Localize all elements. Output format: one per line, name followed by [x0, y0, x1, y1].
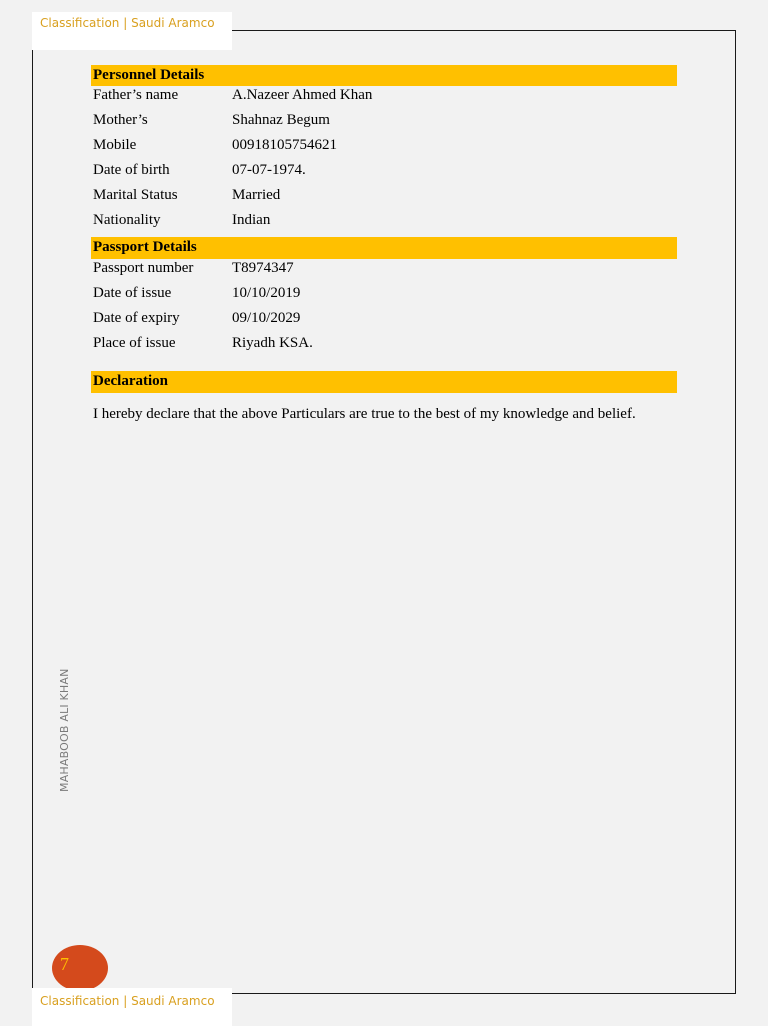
table-row — [91, 161, 677, 186]
table-row — [91, 111, 677, 136]
field-value: Shahnaz Begum — [232, 112, 330, 128]
field-label: Date of birth — [93, 162, 170, 178]
declaration-text: I hereby declare that the above Particulars are true to the best of my knowledge and belief. — [93, 406, 636, 422]
passport-details-header: Passport Details — [91, 237, 677, 259]
field-label: Father’s name — [93, 87, 179, 103]
field-value: 10/10/2019 — [232, 285, 301, 301]
table-row — [91, 86, 677, 111]
declaration-section — [91, 371, 677, 393]
field-value: Riyadh KSA. — [232, 335, 313, 351]
field-value: Married — [232, 187, 281, 203]
field-label: Place of issue — [93, 335, 176, 351]
field-label: Passport number — [93, 260, 194, 276]
classification-label-bottom: Classification | Saudi Aramco — [32, 988, 232, 1026]
field-label: Nationality — [93, 212, 161, 228]
field-value: 07-07-1974. — [232, 162, 306, 178]
field-value: T8974347 — [232, 260, 294, 276]
field-label: Date of issue — [93, 285, 172, 301]
table-row — [91, 334, 677, 359]
declaration-header: Declaration — [91, 371, 677, 393]
table-row — [91, 309, 677, 334]
field-value: Indian — [232, 212, 271, 228]
page-number-badge: 7 — [52, 945, 108, 991]
field-value: 00918105754621 — [232, 137, 337, 153]
personnel-details-header: Personnel Details — [91, 65, 677, 86]
field-label: Date of expiry — [93, 310, 180, 326]
field-value: 09/10/2029 — [232, 310, 301, 326]
classification-label-top: Classification | Saudi Aramco — [32, 12, 232, 50]
table-row — [91, 186, 677, 211]
field-label: Marital Status — [93, 187, 178, 203]
field-label: Mother’s — [93, 112, 148, 128]
field-label: Mobile — [93, 137, 137, 153]
table-row — [91, 211, 677, 236]
table-row — [91, 284, 677, 309]
personnel-details-section — [91, 65, 677, 236]
passport-details-section — [91, 237, 677, 359]
table-row — [91, 259, 677, 284]
side-name-label: MAHABOOB ALI KHAN — [58, 668, 71, 792]
table-row — [91, 136, 677, 161]
field-value: A.Nazeer Ahmed Khan — [232, 87, 373, 103]
